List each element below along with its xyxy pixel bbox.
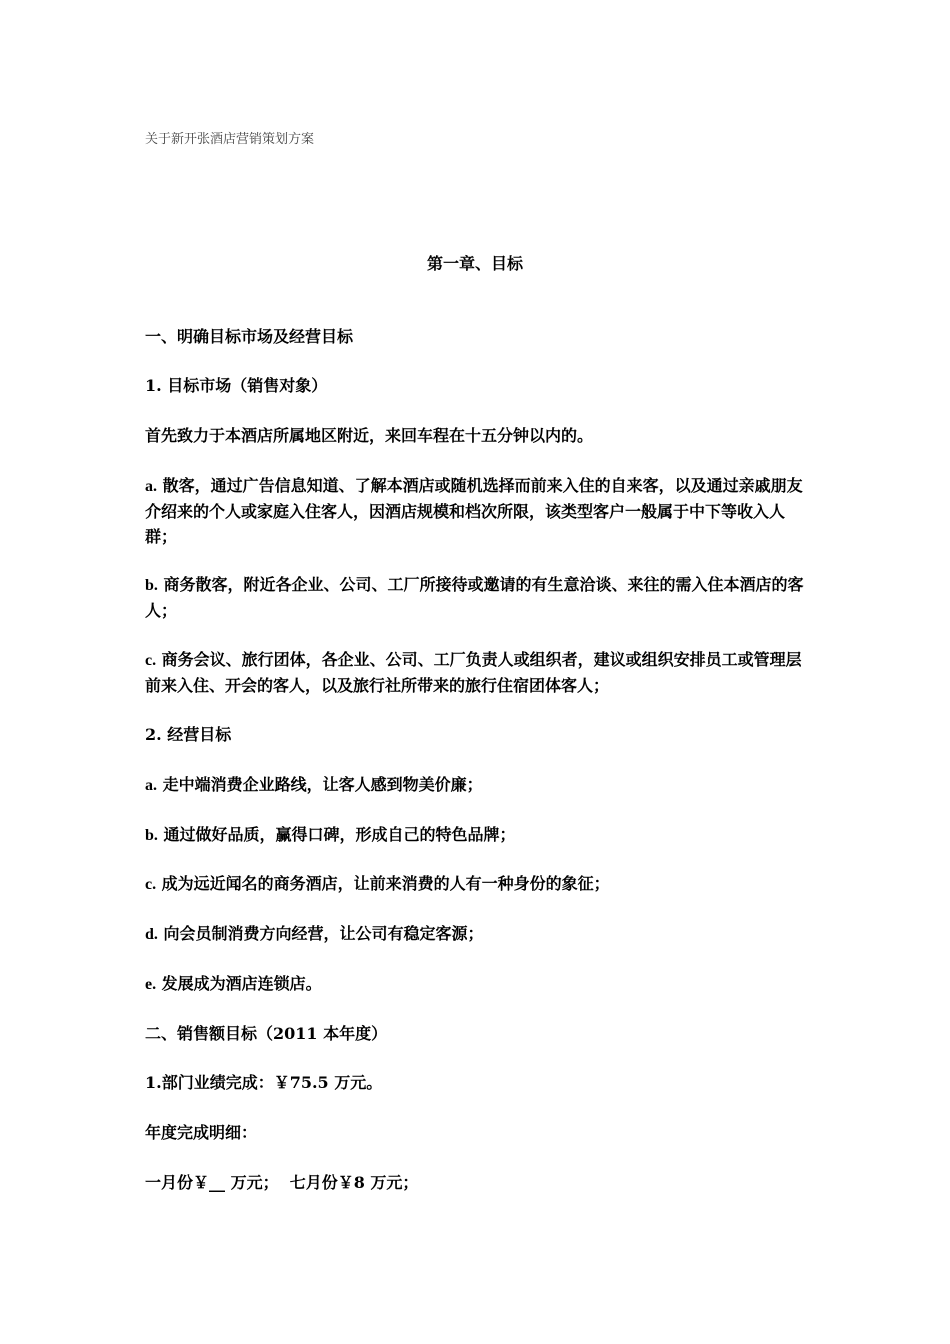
market-item-a [145,473,810,549]
business-item-b [145,822,810,848]
list-text: 商务散客，附近各企业、公司、工厂所接待或邀请的有生意洽谈、来往的需入住本酒店的客人； [145,575,804,620]
business-item-a [145,772,810,798]
market-item-c [145,647,810,698]
list-label: c. [145,876,157,893]
market-item-b [145,572,810,623]
list-label: c. [145,652,157,669]
list-text: 散客，通过广告信息知道、了解本酒店或随机选择而前来入住的自来客，以及通过亲戚朋友介绍来的个人或家庭入住客人，因酒店规模和档次所限，该类型客户一般属于中下等收入人群； [145,476,803,546]
document-header-title: 关于新开张酒店营销策划方案 [145,132,315,147]
sales-detail-heading: 年度完成明细： [145,1123,258,1142]
business-item-c [145,871,810,897]
list-text: 成为远近闻名的商务酒店，让前来消费的人有一种身份的象征； [156,874,610,893]
list-label: a. [145,777,157,794]
list-label: e. [145,976,157,993]
list-label: d. [145,926,158,943]
subsection-heading-business-goals: 2. 经营目标 [145,725,232,744]
list-label: b. [145,577,158,594]
list-text: 走中端消费企业路线，让客人感到物美价廉； [157,775,483,794]
section-heading-2: 二、销售额目标（2011 本年度） [145,1024,388,1043]
list-text: 发展成为酒店连锁店。 [156,974,322,993]
section-heading-1: 一、明确目标市场及经营目标 [145,327,354,346]
business-item-e [145,971,810,997]
sales-target-line: 1.部门业绩完成：￥75.5 万元。 [145,1073,383,1092]
subsection-heading-target-market: 1. 目标市场（销售对象） [145,376,328,395]
list-text: 商务会议、旅行团体，各企业、公司、工厂负责人或组织者，建议或组织安排员工或管理层前来入住、开会的客人，以及旅行社所带来的旅行住宿团体客人； [145,650,802,695]
list-label: a. [145,478,157,495]
business-item-d [145,921,810,947]
list-text: 通过做好品质，赢得口碑，形成自己的特色品牌； [157,825,516,844]
chapter-title: 第一章、目标 [426,254,523,273]
list-text: 向会员制消费方向经营，让公司有稳定客源； [157,924,484,943]
sales-month-line: 一月份￥__ 万元； 七月份￥8 万元； [145,1173,419,1192]
list-label: b. [145,827,158,844]
target-market-intro: 首先致力于本酒店所属地区附近，来回车程在十五分钟以内的。 [145,426,594,445]
